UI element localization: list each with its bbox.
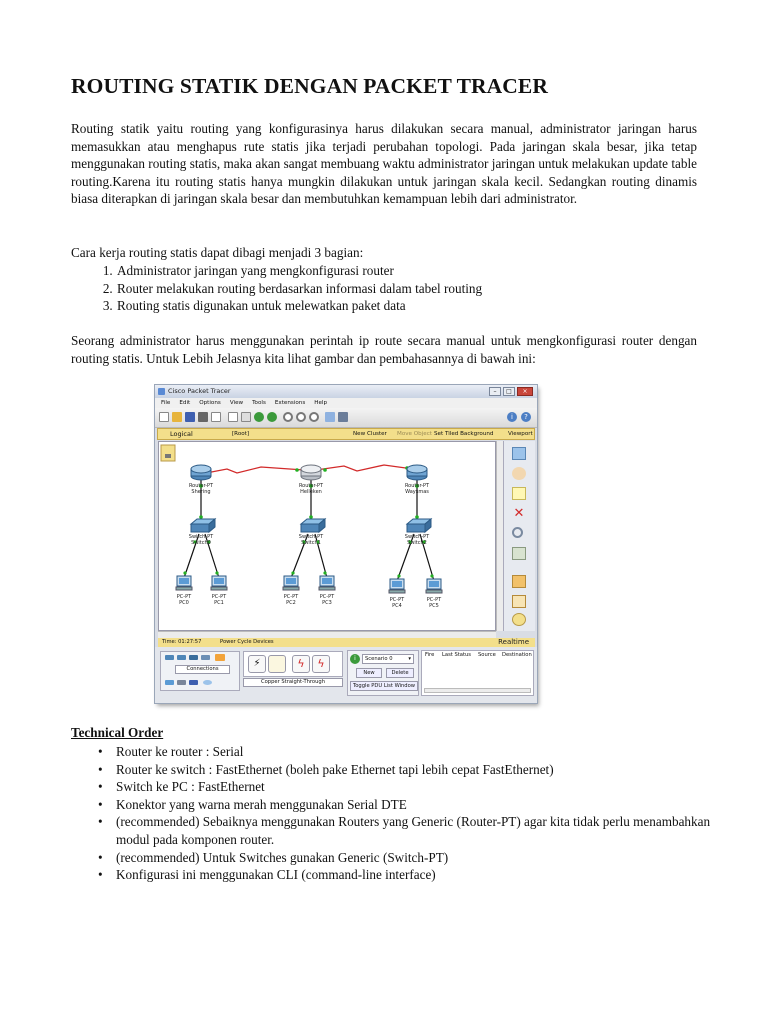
window-titlebar [155, 385, 537, 398]
intro-paragraph: Routing statik yaitu routing yang konfigurasinya harus dilakukan secara manual, administrator jaringan harus memasukkan atau menghapus rute statis jika terjadi perubahan topologi. Pada jaringan skala besar, jika tetap menggunakan routing statis, maka akan sangat membuang waktu administrator jaringan untuk melakukan update table routing.Karena itu routing statis hanya mungkin dilakukan untuk jaringan skala kecil. Sedangkan routing dinamis biasa diterapkan di jaringan skala besar dan membutuhkan kemampuan lebih dari administrator. [71, 121, 697, 207]
zoom-out-icon [309, 412, 319, 422]
toggle-pdu-list-button[interactable]: Toggle PDU List Window [350, 681, 418, 691]
pc2-name: PC2 [286, 600, 296, 606]
viewport-button[interactable]: Viewport [508, 431, 533, 437]
pc5-name: PC5 [429, 603, 439, 609]
power-cycle-button[interactable]: Power Cycle Devices [220, 639, 274, 645]
logical-workspace-bar [157, 428, 535, 440]
minimize-icon: – [489, 387, 501, 396]
pc3-model: PC-PT [319, 594, 335, 600]
pc-icon [426, 579, 442, 593]
move-layout-icon[interactable] [512, 467, 526, 480]
list-item: • Switch ke PC : FastEthernet [116, 778, 716, 796]
list-item: • (recommended) Sebaiknya menggunakan Routers yang Generic (Router-PT) agar kita tidak perlu menambahkan modul pada komponen router. [116, 813, 716, 848]
common-tools-bar [503, 441, 535, 631]
realtime-clock-icon[interactable] [512, 613, 526, 626]
link-light [323, 468, 327, 472]
move-object-button[interactable]: Move Object [397, 431, 432, 437]
steps-intro: Cara kerja routing statis dapat dibagi menjadi 3 bagian: [71, 245, 364, 260]
scenario-panel [347, 650, 419, 696]
switch1-model: Switch-PT [298, 534, 324, 540]
canvas-horizontal-scrollbar[interactable] [158, 631, 496, 638]
switches-category-icon[interactable] [177, 655, 186, 660]
menu-help: Help [314, 400, 328, 406]
cable-type-label: Copper Straight-Through [243, 678, 343, 687]
hubs-category-icon[interactable] [189, 655, 198, 660]
switch0-model: Switch-PT [188, 534, 214, 540]
new-file-icon [159, 412, 169, 422]
pc4-name: PC4 [392, 603, 402, 609]
serial-dte-cable-icon[interactable]: ϟ [312, 655, 330, 673]
switch2-model: Switch-PT [404, 534, 430, 540]
back-arrow-icon [165, 454, 171, 458]
root-path: [Root] [232, 431, 250, 437]
info-icon: i [507, 412, 517, 422]
router1-name: Helleken [300, 489, 322, 495]
save-icon [185, 412, 195, 422]
topology-canvas [158, 441, 496, 631]
list-item: 3. Routing statis digunakan untuk melewatkan paket data [116, 297, 716, 315]
switch2-name: Switch2 [407, 540, 427, 546]
switch-icon [301, 519, 325, 532]
pc2-model: PC-PT [283, 594, 299, 600]
logical-tab[interactable]: Logical [170, 430, 193, 438]
wireless-category-icon[interactable] [201, 655, 210, 660]
realtime-tab[interactable]: Realtime [498, 638, 529, 646]
pdu-header-fire: Fire [425, 652, 435, 658]
link-light [415, 515, 419, 519]
cable-selection [243, 651, 343, 677]
technical-order-heading: Technical Order [71, 725, 164, 740]
technical-order-list [71, 743, 716, 884]
automatic-connection-icon[interactable]: ⚡ [248, 655, 266, 673]
custom-devices-category-icon[interactable] [189, 680, 198, 685]
packet-tracer-screenshot [155, 385, 537, 703]
custom-device-icon [338, 412, 348, 422]
list-item: • Router ke router : Serial [116, 743, 716, 761]
window-title: Cisco Packet Tracer [168, 387, 231, 395]
link-light [183, 571, 186, 574]
pdu-header-destination: Destination [502, 652, 532, 658]
pc-icon [389, 579, 405, 593]
menu-bar [155, 398, 537, 408]
menu-tools: Tools [252, 400, 266, 406]
pc4-model: PC-PT [389, 597, 405, 603]
list-item: • Konfigurasi ini menggunakan CLI (command-line interface) [116, 866, 716, 884]
app-icon [158, 388, 165, 395]
router0-name: Shering [191, 489, 211, 495]
canvas-vertical-scrollbar[interactable] [496, 441, 503, 631]
link-light [323, 571, 326, 574]
link-light [291, 571, 294, 574]
switch-icon [191, 519, 215, 532]
time-display: Time: 01:27:57 [162, 639, 202, 645]
router-icon [301, 465, 321, 480]
end-devices-category-icon[interactable] [165, 680, 174, 685]
new-cluster-button[interactable]: New Cluster [353, 431, 387, 437]
pc-icon [211, 576, 227, 590]
router2-name: Waysmas [405, 489, 429, 495]
pdu-list-table [421, 650, 534, 696]
inspect-icon[interactable] [512, 527, 523, 538]
copy-icon [228, 412, 238, 422]
router2-model: Router-PT [404, 483, 430, 489]
ip-route-paragraph: Seorang administrator harus menggunakan perintah ip route secara manual untuk mengkonfigurasi router dengan routing statis. Untuk Lebih Jelasnya kita lihat gambar dan pembahasannya di bawah ini: [71, 333, 697, 366]
link-light [397, 574, 400, 577]
redo-icon [267, 412, 277, 422]
add-complex-pdu-icon[interactable] [512, 595, 526, 608]
pdu-horizontal-scrollbar[interactable] [424, 688, 531, 693]
pc3-name: PC3 [322, 600, 332, 606]
menu-view: View [229, 400, 244, 406]
link-light [309, 515, 313, 519]
router1-model: Router-PT [298, 483, 324, 489]
list-item: 1. Administrator jaringan yang mengkonfigurasi router [116, 262, 716, 280]
help-icon: ? [521, 412, 531, 422]
list-item: • (recommended) Untuk Switches gunakan Generic (Switch-PT) [116, 849, 716, 867]
pc1-model: PC-PT [211, 594, 227, 600]
connections-category-icon[interactable] [215, 654, 225, 661]
place-note-icon[interactable] [512, 487, 526, 500]
list-item: • Konektor yang warna merah menggunakan Serial DTE [116, 796, 716, 814]
delete-icon[interactable]: ✕ [513, 506, 525, 521]
back-icon [161, 445, 175, 461]
bottom-panel [155, 647, 537, 703]
link-light [295, 468, 299, 472]
menu-extensions: Extensions [274, 400, 306, 406]
scenario-select[interactable]: Scenario 0 ▾ [362, 654, 414, 664]
close-icon: × [517, 387, 533, 396]
multiuser-category-icon[interactable] [203, 680, 212, 685]
activity-wizard-icon [211, 412, 221, 422]
menu-file: File [161, 400, 171, 406]
zoom-reset-icon [296, 412, 306, 422]
status-bar [158, 638, 535, 647]
pc-icon [319, 576, 335, 590]
menu-edit: Edit [179, 400, 191, 406]
paste-icon [241, 412, 251, 422]
pc-icon [283, 576, 299, 590]
serial-dce-cable-icon[interactable]: ϟ [292, 655, 310, 673]
pdu-header-last-status: Last Status [442, 652, 471, 658]
router-icon [191, 465, 211, 480]
pc1-name: PC1 [214, 600, 224, 606]
open-folder-icon [172, 412, 182, 422]
console-cable-icon[interactable] [268, 655, 286, 673]
pc-icon [176, 576, 192, 590]
maximize-icon: □ [503, 387, 515, 396]
serial-link-1-2 [316, 465, 413, 471]
device-type-selection [160, 651, 240, 691]
pc0-model: PC-PT [176, 594, 192, 600]
link-light [430, 574, 433, 577]
routers-category-icon[interactable] [165, 655, 174, 660]
wan-emulation-category-icon[interactable] [177, 680, 186, 685]
add-simple-pdu-icon[interactable] [512, 575, 526, 588]
steps-list [71, 262, 716, 315]
serial-link-0-1 [201, 467, 304, 474]
resize-shape-icon[interactable] [512, 547, 526, 560]
list-item: • Router ke switch : FastEthernet (boleh pake Ethernet tapi lebih cepat FastEthernet) [116, 761, 716, 779]
switch-icon [407, 519, 431, 532]
link-light [215, 571, 218, 574]
undo-icon [254, 412, 264, 422]
router0-model: Router-PT [188, 483, 214, 489]
scenario-info-icon[interactable]: i [350, 654, 360, 664]
pc5-model: PC-PT [426, 597, 442, 603]
select-tool-icon[interactable] [512, 447, 526, 460]
topology-diagram [159, 442, 495, 630]
new-scenario-button[interactable]: New [356, 668, 382, 678]
page-title: ROUTING STATIK DENGAN PACKET TRACER [71, 74, 548, 98]
zoom-in-icon [283, 412, 293, 422]
list-item: 2. Router melakukan routing berdasarkan informasi dalam tabel routing [116, 280, 716, 298]
switch0-name: Switch0 [191, 540, 211, 546]
window-controls [489, 387, 533, 396]
pc0-name: PC0 [179, 600, 189, 606]
delete-scenario-button[interactable]: Delete [386, 668, 414, 678]
connections-label: Connections [175, 665, 230, 674]
print-icon [198, 412, 208, 422]
switch1-name: Switch1 [301, 540, 321, 546]
palette-icon [325, 412, 335, 422]
link-light [199, 515, 203, 519]
set-tiled-background-button[interactable]: Set Tiled Background [434, 431, 494, 437]
pdu-header-source: Source [478, 652, 496, 658]
router-icon [407, 465, 427, 480]
menu-options: Options [199, 400, 221, 406]
toolbar [155, 408, 537, 428]
